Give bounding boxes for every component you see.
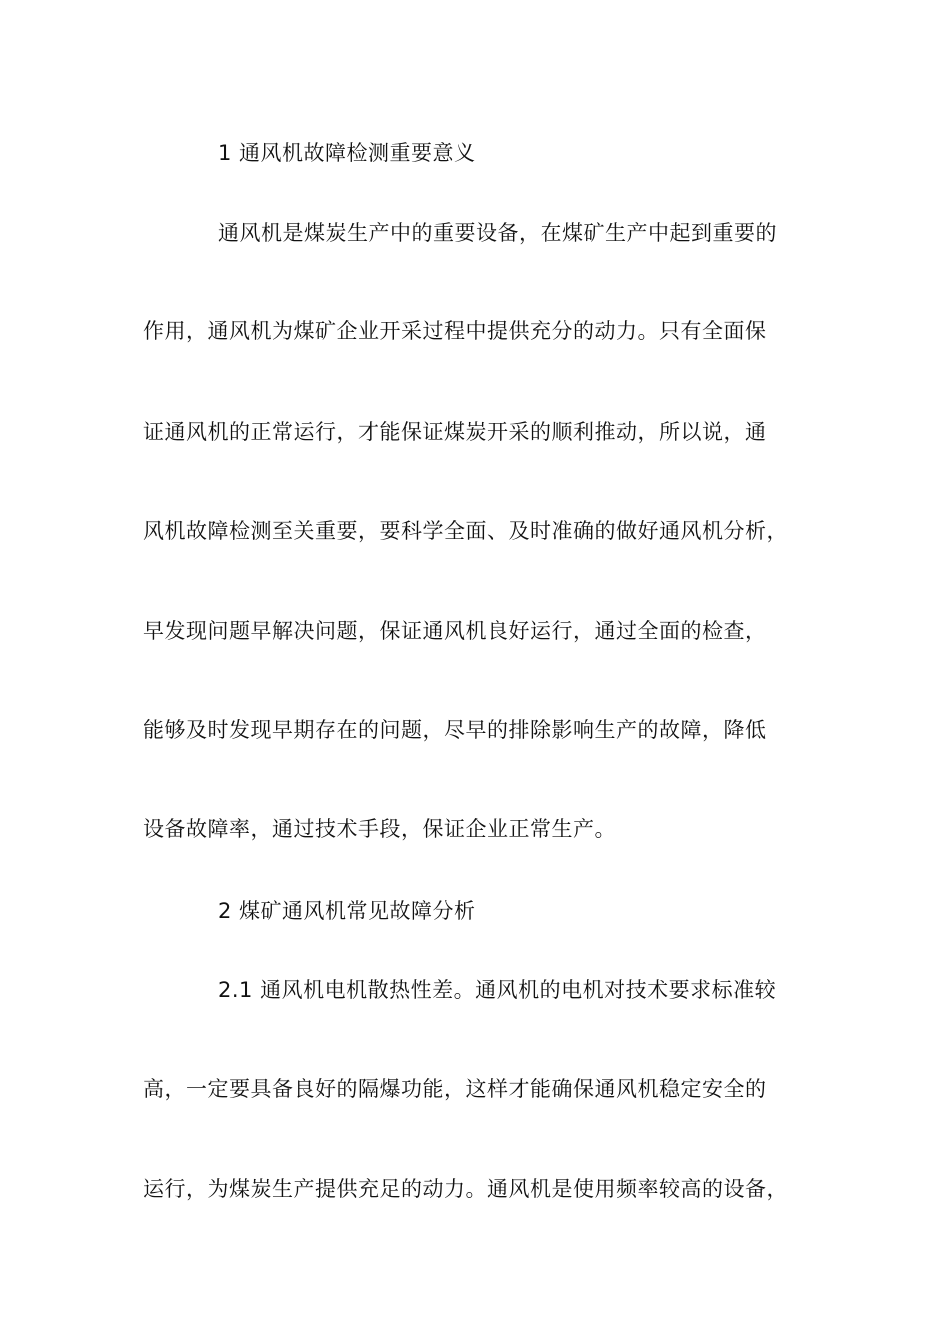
paragraph-line: 证通风机的正常运行，才能保证煤炭开采的顺利推动，所以说，通 xyxy=(143,420,767,444)
paragraph-line: 设备故障率，通过技术手段，保证企业正常生产。 xyxy=(143,817,616,841)
paragraph-line: 通风机是煤炭生产中的重要设备，在煤矿生产中起到重要的 xyxy=(218,221,777,245)
paragraph-line: 高，一定要具备良好的隔爆功能，这样才能确保通风机稳定安全的 xyxy=(143,1077,767,1101)
paragraph-line: 作用，通风机为煤矿企业开采过程中提供充分的动力。只有全面保 xyxy=(143,319,767,343)
paragraph-line: 早发现问题早解决问题，保证通风机良好运行，通过全面的检查， xyxy=(143,619,767,643)
paragraph-line: 2.1 通风机电机散热性差。通风机的电机对技术要求标准较 xyxy=(218,978,777,1002)
section-heading: 1 通风机故障检测重要意义 xyxy=(218,141,476,165)
paragraph-line: 能够及时发现早期存在的问题，尽早的排除影响生产的故障，降低 xyxy=(143,718,767,742)
paragraph-line: 运行，为煤炭生产提供充足的动力。通风机是使用频率较高的设备， xyxy=(143,1177,788,1201)
paragraph-line: 风机故障检测至关重要，要科学全面、及时准确的做好通风机分析， xyxy=(143,519,788,543)
section-heading: 2 煤矿通风机常见故障分析 xyxy=(218,899,476,923)
